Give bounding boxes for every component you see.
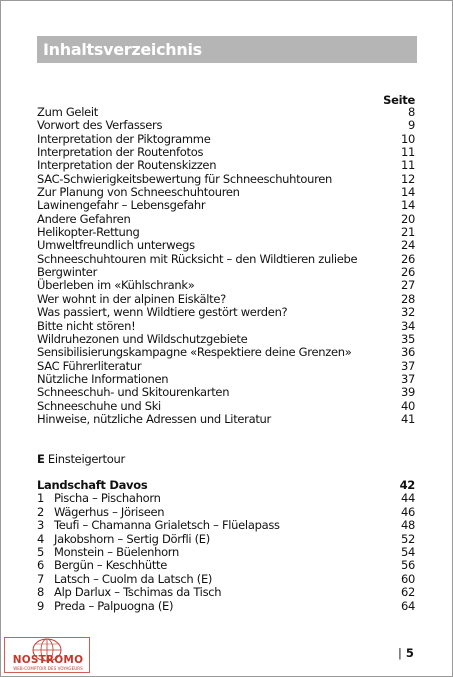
tour-page: 48	[400, 518, 415, 533]
tour-page: 52	[400, 531, 415, 546]
tour-title: Alp Darlux – Tschimas da Tisch	[54, 585, 222, 600]
toc-entry-page: 40	[400, 398, 415, 413]
toc-entry-title: Schneeschuh- und Skitourenkarten	[37, 385, 230, 400]
tour-page: 46	[400, 504, 415, 519]
tour-entry[interactable]	[37, 573, 415, 586]
toc-entry[interactable]	[37, 226, 415, 239]
toc-entry-title: Bergwinter	[37, 265, 97, 280]
toc-entry[interactable]	[37, 106, 415, 119]
toc-entry-title: Schneeschuhtouren mit Rücksicht – den Wildtieren zuliebe	[37, 251, 358, 266]
tour-entry[interactable]	[37, 546, 415, 559]
toc-entry[interactable]	[37, 239, 415, 252]
section-legend	[37, 452, 125, 466]
toc-entry-page: 20	[400, 211, 415, 226]
toc-entry[interactable]	[37, 186, 415, 199]
toc-entry-title: Interpretation der Routenfotos	[37, 145, 204, 160]
tour-number: 5	[37, 544, 45, 559]
toc-entry-page: 39	[400, 385, 415, 400]
tour-title: Jakobshorn – Sertig Dörfli (E)	[54, 531, 210, 546]
toc-entry-title: Wer wohnt in der alpinen Eiskälte?	[37, 291, 226, 306]
toc-entry-page: 9	[407, 118, 415, 133]
toc-entry-title: Andere Gefahren	[37, 211, 131, 226]
tour-page: 56	[400, 558, 415, 573]
tour-number: 2	[37, 504, 45, 519]
tour-number: 3	[37, 518, 45, 533]
toc-entry[interactable]	[37, 400, 415, 413]
toc-entry-page: 35	[400, 331, 415, 346]
tour-title: Monstein – Büelenhorn	[54, 544, 180, 559]
toc-entry[interactable]	[37, 306, 415, 319]
toc-entry[interactable]	[37, 133, 415, 146]
toc-entry[interactable]	[37, 333, 415, 346]
toc-entry-page: 26	[400, 265, 415, 280]
logo-name: NOSTROMO	[12, 654, 84, 666]
toc-entry[interactable]	[37, 346, 415, 359]
toc-entry-title: SAC-Schwierigkeitsbewertung für Schneeschuhtouren	[37, 171, 333, 186]
toc-entry-page: 12	[400, 171, 415, 186]
toc-entry[interactable]	[37, 199, 415, 212]
region-section	[37, 479, 415, 613]
tour-entry[interactable]	[37, 600, 415, 613]
tour-title: Preda – Palpuogna (E)	[54, 598, 174, 613]
toc-entry-title: Sensibilisierungskampagne «Respektiere deine Grenzen»	[37, 345, 352, 360]
tour-entry[interactable]	[37, 506, 415, 519]
tour-list	[37, 492, 415, 613]
tour-entry[interactable]	[37, 559, 415, 572]
toc-entry-title: Helikopter-Rettung	[37, 225, 140, 240]
page-column-header: Seite	[383, 93, 415, 107]
toc-entry[interactable]	[37, 146, 415, 159]
tour-number: 1	[37, 491, 45, 506]
page-title: Inhaltsverzeichnis	[37, 36, 417, 63]
toc-entry-title: Was passiert, wenn Wildtiere gestört werden?	[37, 305, 288, 320]
toc-entry-title: Hinweise, nützliche Adressen und Literatur	[37, 411, 271, 426]
toc-entry[interactable]	[37, 253, 415, 266]
toc-entry-title: Überleben im «Kühlschrank»	[37, 278, 195, 293]
toc-entry-title: Zur Planung von Schneeschuhtouren	[37, 185, 240, 200]
toc-entry[interactable]	[37, 360, 415, 373]
toc-entry-page: 24	[400, 238, 415, 253]
tour-number: 8	[37, 585, 45, 600]
toc-entry[interactable]	[37, 413, 415, 426]
tour-entry[interactable]	[37, 519, 415, 532]
tour-page: 64	[400, 598, 415, 613]
tour-title: Wägerhus – Jöriseen	[54, 504, 165, 519]
toc-entry[interactable]	[37, 320, 415, 333]
toc-entry[interactable]	[37, 279, 415, 292]
nostromo-logo	[4, 637, 90, 673]
toc-entry-title: Interpretation der Piktogramme	[37, 131, 211, 146]
toc-entry-page: 26	[400, 251, 415, 266]
page-number-separator: |	[398, 646, 402, 660]
toc-entry-page: 37	[400, 371, 415, 386]
toc-entry-page: 14	[400, 198, 415, 213]
toc-entry[interactable]	[37, 159, 415, 172]
tour-entry[interactable]	[37, 586, 415, 599]
tour-number: 7	[37, 571, 45, 586]
toc-entry-title: Lawinengefahr – Lebensgefahr	[37, 198, 206, 213]
section-title: Einsteigertour	[47, 452, 125, 466]
toc-entry-page: 36	[400, 345, 415, 360]
toc-entry-page: 14	[400, 185, 415, 200]
tour-entry[interactable]	[37, 492, 415, 505]
tour-page: 54	[400, 544, 415, 559]
table-of-contents	[37, 106, 415, 426]
toc-entry-title: Wildruhezonen und Wildschutzgebiete	[37, 331, 248, 346]
toc-entry-title: Nützliche Informationen	[37, 371, 169, 386]
tour-title: Teufi – Chamanna Grialetsch – Flüelapass	[54, 518, 280, 533]
toc-entry-title: Bitte nicht stören!	[37, 318, 136, 333]
toc-entry-page: 27	[400, 278, 415, 293]
toc-entry-page: 11	[400, 145, 415, 160]
tour-page: 62	[400, 585, 415, 600]
toc-entry-page: 34	[400, 318, 415, 333]
region-page: 42	[399, 478, 415, 492]
tour-title: Latsch – Cuolm da Latsch (E)	[54, 571, 213, 586]
toc-entry-title: Vorwort des Verfassers	[37, 118, 163, 133]
toc-entry[interactable]	[37, 173, 415, 186]
toc-entry-page: 32	[400, 305, 415, 320]
tour-number: 6	[37, 558, 45, 573]
section-letter: E	[37, 452, 45, 466]
region-title: Landschaft Davos	[37, 478, 148, 492]
toc-entry-title: Umweltfreundlich unterwegs	[37, 238, 195, 253]
toc-entry-title: Interpretation der Routenskizzen	[37, 158, 217, 173]
toc-entry-page: 8	[407, 105, 415, 119]
toc-entry[interactable]	[37, 293, 415, 306]
page-number	[398, 646, 414, 660]
toc-entry-page: 10	[400, 131, 415, 146]
page-number-value: 5	[405, 646, 414, 660]
tour-title: Bergün – Keschhütte	[54, 558, 168, 573]
toc-entry[interactable]	[37, 386, 415, 399]
toc-entry-page: 28	[400, 291, 415, 306]
toc-entry-page: 11	[400, 158, 415, 173]
tour-entry[interactable]	[37, 533, 415, 546]
tour-page: 44	[400, 491, 415, 506]
tour-title: Pischa – Pischahorn	[54, 491, 161, 506]
toc-entry[interactable]	[37, 213, 415, 226]
toc-entry[interactable]	[37, 373, 415, 386]
logo-subtitle: WEB-COMPTOIR DES VOYAGEURS	[13, 666, 83, 671]
toc-entry-page: 21	[400, 225, 415, 240]
toc-entry-title: SAC Führerliteratur	[37, 358, 142, 373]
tour-number: 9	[37, 598, 45, 613]
toc-entry-title: Schneeschuhe und Ski	[37, 398, 161, 413]
region-header[interactable]	[37, 479, 415, 492]
toc-entry[interactable]	[37, 119, 415, 132]
toc-entry-page: 41	[400, 411, 415, 426]
toc-entry-title: Zum Geleit	[37, 105, 98, 119]
toc-entry-page: 37	[400, 358, 415, 373]
tour-page: 60	[400, 571, 415, 586]
tour-number: 4	[37, 531, 45, 546]
